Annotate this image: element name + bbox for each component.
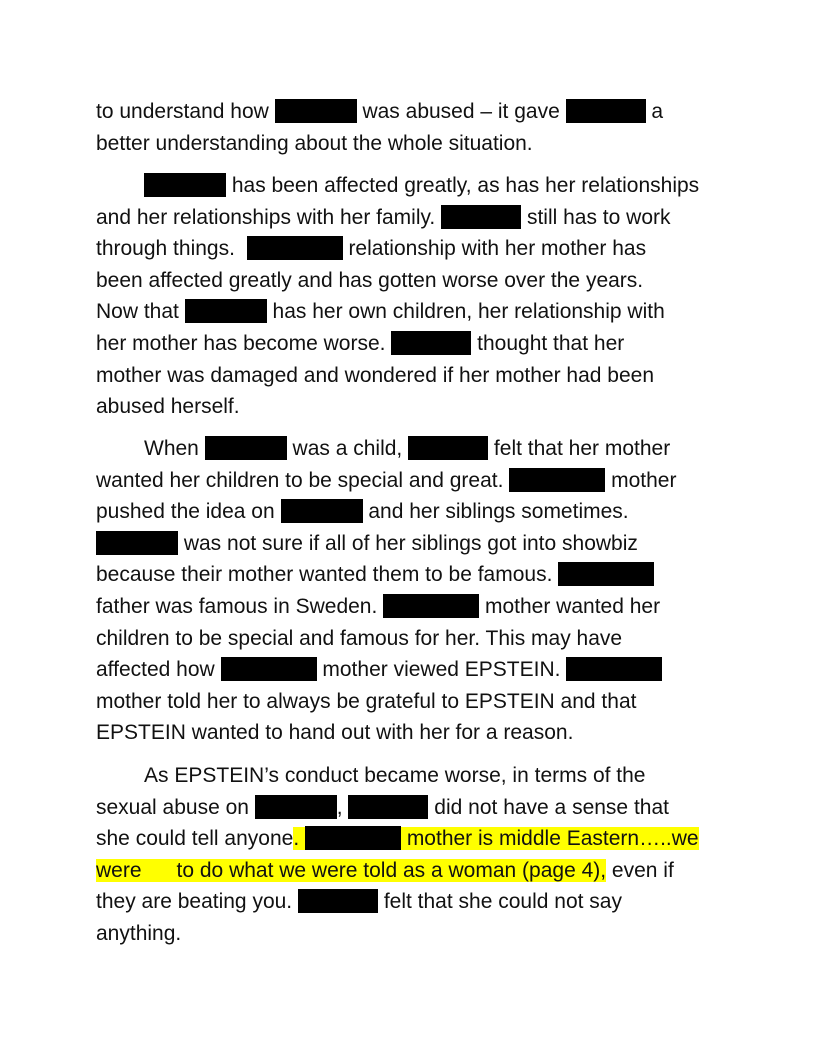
- text-line: [96, 391, 240, 423]
- text-line: [96, 496, 629, 528]
- redaction-box: [205, 436, 287, 460]
- text-run: has her own children, her relationship with: [266, 300, 665, 324]
- text-run: mother viewed EPSTEIN.: [316, 658, 567, 682]
- text-run: mother told her to always be grateful to EPSTEIN and that: [96, 689, 637, 713]
- redaction-box: [566, 99, 646, 123]
- text-line: [96, 202, 671, 234]
- redaction-box: [305, 826, 401, 850]
- text-line: [144, 170, 699, 202]
- text-run: better understanding about the whole situation.: [96, 131, 533, 155]
- text-line: [96, 886, 622, 918]
- text-run: and her relationships with her family.: [96, 205, 442, 229]
- text-run: sexual abuse on: [96, 795, 255, 819]
- text-line: [96, 654, 662, 686]
- text-run: has been affected greatly, as has her relationships: [226, 174, 700, 197]
- text-run: she could tell anyone: [96, 827, 294, 851]
- text-run: father was famous in Sweden.: [96, 595, 384, 618]
- text-line: [96, 823, 699, 855]
- text-run: because their mother wanted them to be famous.: [96, 563, 559, 587]
- text-line: [96, 528, 638, 560]
- text-run: mother wanted her: [479, 595, 661, 618]
- text-line: [144, 760, 646, 792]
- text-run: affected how: [96, 658, 221, 682]
- text-run: felt that her mother: [488, 437, 671, 460]
- text-run: As EPSTEIN’s conduct became worse, in terms of the: [144, 764, 646, 787]
- text-run: relationship with her mother has: [342, 237, 647, 261]
- text-run: was a child,: [286, 437, 409, 460]
- text-line: [96, 559, 654, 591]
- redaction-box: [383, 594, 479, 618]
- redaction-box: [391, 331, 471, 355]
- redaction-box: [247, 236, 343, 260]
- text-run: wanted her children to be special and great.: [96, 468, 510, 492]
- text-run: ,: [336, 795, 349, 819]
- text-run: Now that: [96, 300, 185, 324]
- text-run: EPSTEIN wanted to hand out with her for a reason.: [96, 721, 574, 745]
- text-run: and her siblings sometimes.: [362, 500, 629, 524]
- text-run: anything.: [96, 922, 182, 945]
- text-line: [96, 96, 663, 128]
- redaction-box: [185, 299, 267, 323]
- redaction-box: [558, 562, 654, 586]
- text-run: her mother has become worse.: [96, 332, 392, 355]
- text-run: been affected greatly and has gotten worse over the years.: [96, 268, 644, 292]
- text-line: [96, 591, 660, 623]
- redaction-box: [441, 205, 521, 229]
- redaction-box: [221, 657, 317, 681]
- text-run: even if: [606, 858, 674, 882]
- redaction-box: [348, 795, 428, 819]
- text-run: mother was damaged and wondered if her mother had been: [96, 363, 655, 387]
- redaction-box: [408, 436, 488, 460]
- redaction-box: [255, 795, 337, 819]
- text-line: [96, 792, 669, 824]
- redaction-box: [281, 499, 363, 523]
- text-line: [96, 465, 676, 497]
- text-line: [96, 328, 624, 360]
- highlighted-text: .: [293, 827, 305, 851]
- text-line: [96, 360, 654, 392]
- redaction-box: [298, 889, 378, 913]
- text-run: pushed the idea on: [96, 500, 281, 524]
- text-line: [96, 686, 636, 718]
- text-line: [96, 296, 665, 328]
- text-line: [144, 433, 670, 465]
- text-run: abused herself.: [96, 395, 240, 419]
- text-run: a: [645, 100, 664, 123]
- redaction-box: [275, 99, 357, 123]
- text-run: did not have a sense that: [428, 795, 669, 819]
- text-line: [96, 918, 181, 950]
- text-line: [96, 717, 573, 749]
- text-run: to understand how: [96, 100, 275, 123]
- text-run: thought that her: [471, 332, 625, 355]
- text-run: When: [144, 437, 205, 460]
- text-run: through things.: [96, 237, 247, 261]
- text-run: still has to work: [521, 205, 671, 229]
- text-line: [96, 623, 622, 655]
- highlighted-text: were to do what we were told as a woman (page 4),: [96, 858, 607, 882]
- text-line: [96, 265, 643, 297]
- text-run: they are beating you.: [96, 890, 298, 914]
- text-run: was abused – it gave: [356, 100, 566, 123]
- text-run: children to be special and famous for her. This may have: [96, 626, 623, 650]
- text-run: felt that she could not say: [377, 890, 622, 914]
- text-line: [96, 233, 646, 265]
- redaction-box: [144, 173, 226, 197]
- redaction-box: [96, 531, 178, 555]
- highlighted-text: mother is middle Eastern…..we: [400, 827, 699, 851]
- text-line: [96, 128, 533, 160]
- redaction-box: [566, 657, 662, 681]
- text-line: [96, 855, 674, 887]
- text-run: mother: [605, 468, 677, 492]
- redaction-box: [509, 468, 605, 492]
- text-run: was not sure if all of her siblings got into showbiz: [178, 531, 638, 555]
